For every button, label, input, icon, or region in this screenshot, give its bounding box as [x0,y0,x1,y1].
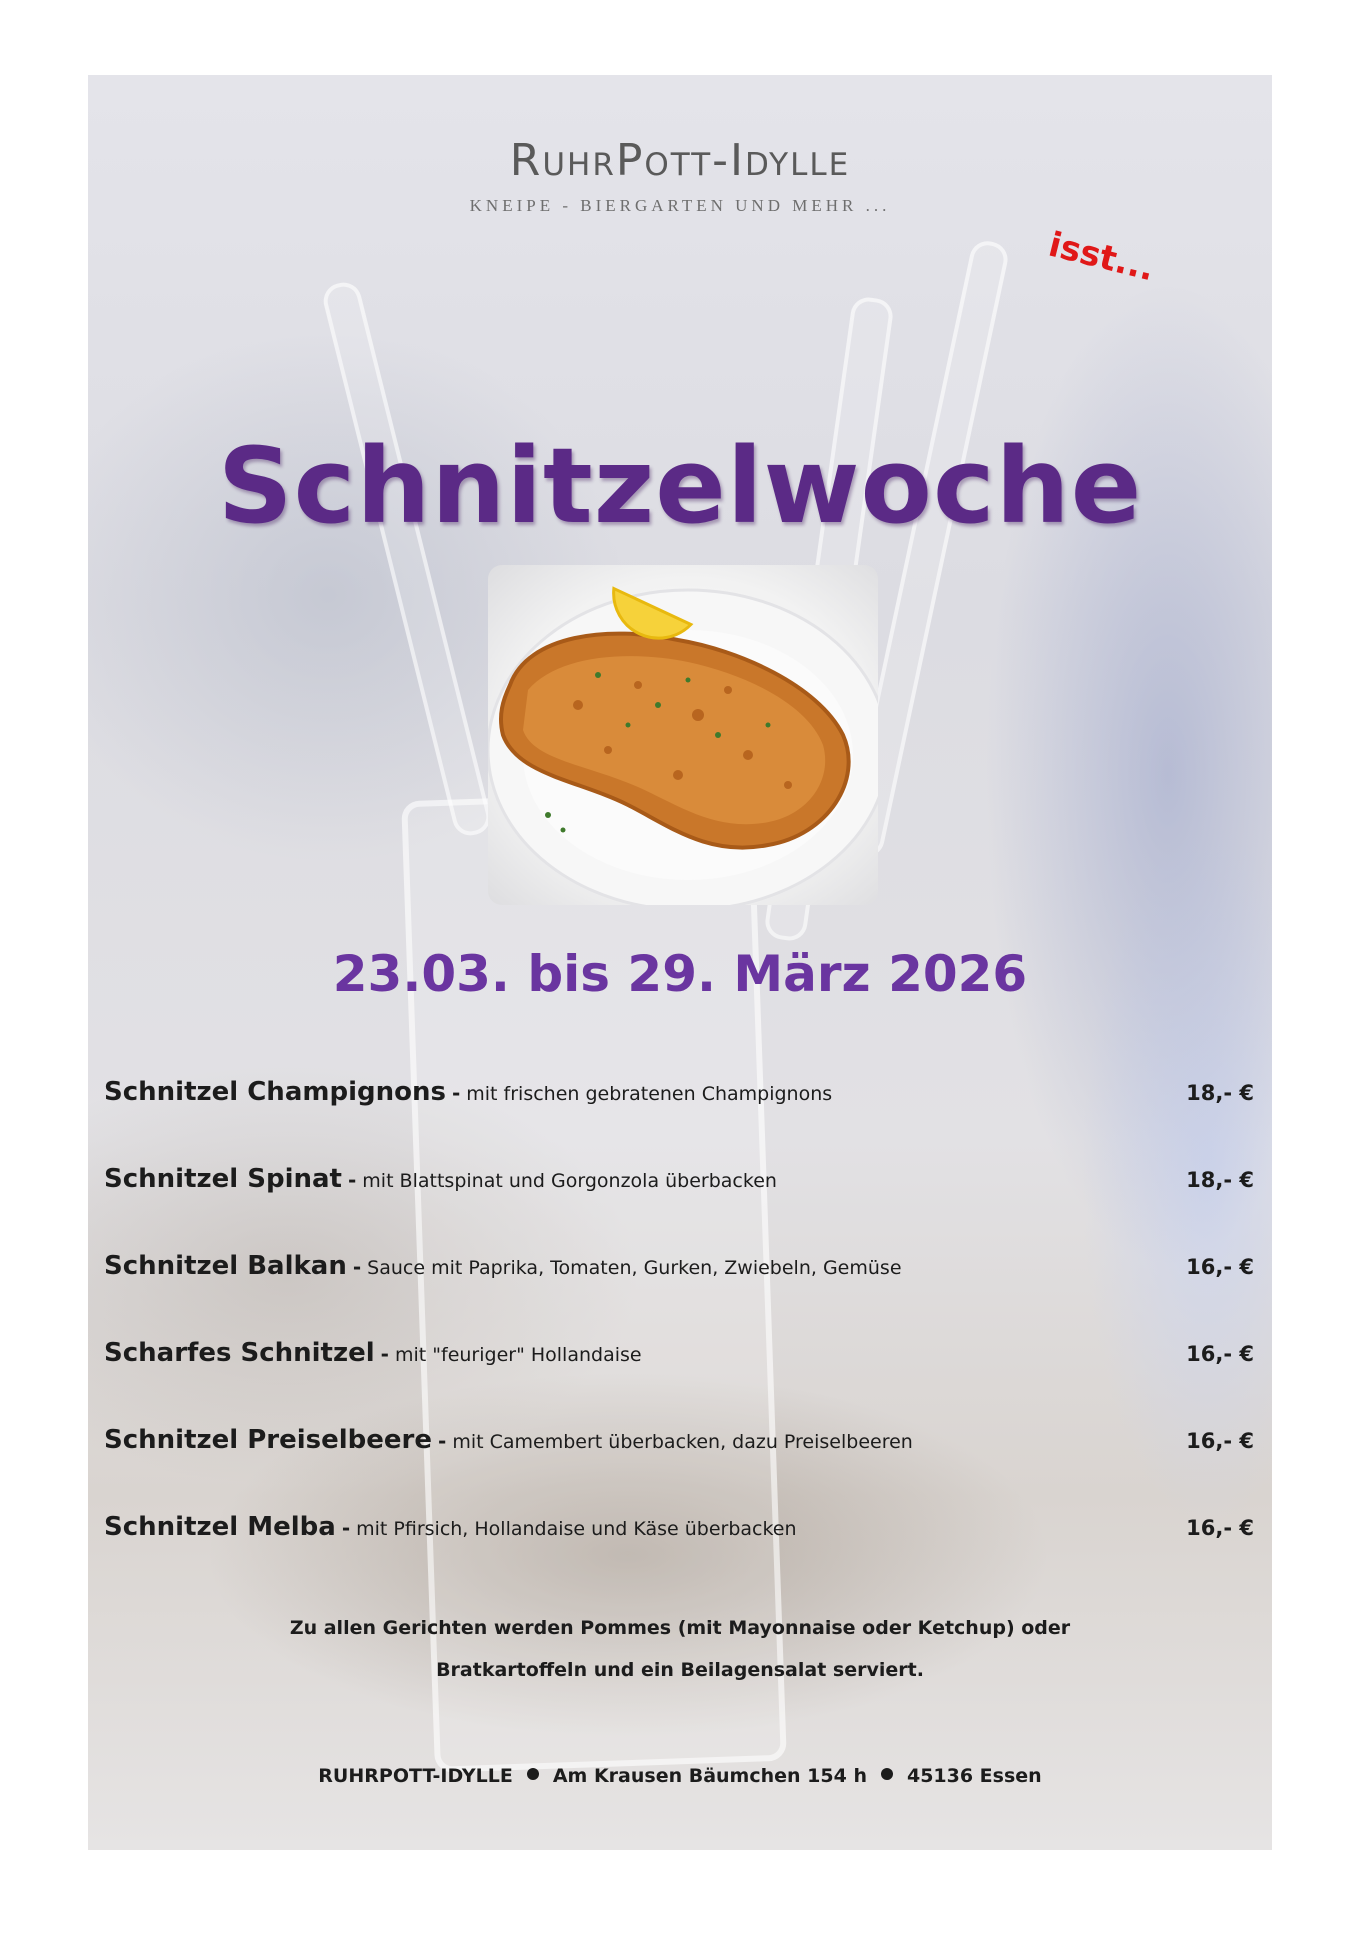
tagline: isst... [1044,224,1159,290]
menu-item [104,1077,1254,1164]
menu-item-price: 16,- € [1186,1429,1254,1453]
footer-name: RUHRPOTT-IDYLLE [318,1765,513,1787]
bullet-icon [881,1768,893,1780]
menu-item [104,1425,1254,1512]
schnitzel-plate-icon [488,565,878,905]
logo-name: RuhrPott-Idylle [509,135,851,186]
menu-item-price: 16,- € [1186,1255,1254,1279]
menu-item-price: 18,- € [1186,1081,1254,1105]
menu-item-separator: - [341,1516,351,1540]
menu-item [104,1338,1254,1425]
menu-item-description: mit Pfirsich, Hollandaise und Käse überbacken [356,1518,797,1540]
menu-item-price: 18,- € [1186,1168,1254,1192]
background-straw-decoration [320,279,494,839]
menu-item-description: mit Camembert überbacken, dazu Preiselbeeren [452,1431,913,1453]
menu-list [104,1077,1254,1599]
side-dish-note [88,1607,1272,1691]
menu-item-name: Schnitzel Champignons [104,1077,446,1107]
footer-city: 45136 Essen [906,1765,1042,1787]
menu-item [104,1164,1254,1251]
footer-street: Am Krausen Bäumchen 154 h [552,1765,867,1787]
menu-item-price: 16,- € [1186,1342,1254,1366]
menu-item-separator: - [451,1081,461,1105]
menu-item-price: 16,- € [1186,1516,1254,1540]
logo [88,135,1272,216]
menu-item-name: Schnitzel Balkan [104,1251,347,1281]
menu-item [104,1251,1254,1338]
menu-item-separator: - [438,1429,447,1453]
menu-item-separator: - [352,1255,362,1279]
menu-item-name: Schnitzel Melba [104,1512,336,1542]
bullet-icon [527,1768,539,1780]
menu-item-name: Schnitzel Preiselbeere [104,1425,433,1455]
footer-address [88,1765,1272,1787]
menu-item-name: Scharfes Schnitzel [104,1338,375,1368]
event-dates: 23.03. bis 29. März 2026 [332,945,1028,1003]
side-dish-note-line: Zu allen Gerichten werden Pommes (mit Mayonnaise oder Ketchup) oder [289,1617,1071,1639]
menu-item-separator: - [347,1168,357,1192]
schnitzel-plate-photo [488,565,878,905]
menu-item-description: mit frischen gebratenen Champignons [466,1083,833,1105]
logo-subtitle: KNEIPE - BIERGARTEN UND MEHR ... [469,196,891,215]
menu-item [104,1512,1254,1599]
menu-item-description: mit "feuriger" Hollandaise [394,1344,642,1366]
menu-item-description: mit Blattspinat und Gorgonzola überbacken [362,1170,777,1192]
headline: Schnitzelwoche [217,425,1143,547]
side-dish-note-line: Bratkartoffeln und ein Beilagensalat serviert. [436,1659,924,1681]
poster [88,75,1272,1850]
menu-item-description: Sauce mit Paprika, Tomaten, Gurken, Zwiebeln, Gemüse [367,1257,902,1279]
menu-item-separator: - [380,1342,389,1366]
menu-item-name: Schnitzel Spinat [104,1164,342,1194]
